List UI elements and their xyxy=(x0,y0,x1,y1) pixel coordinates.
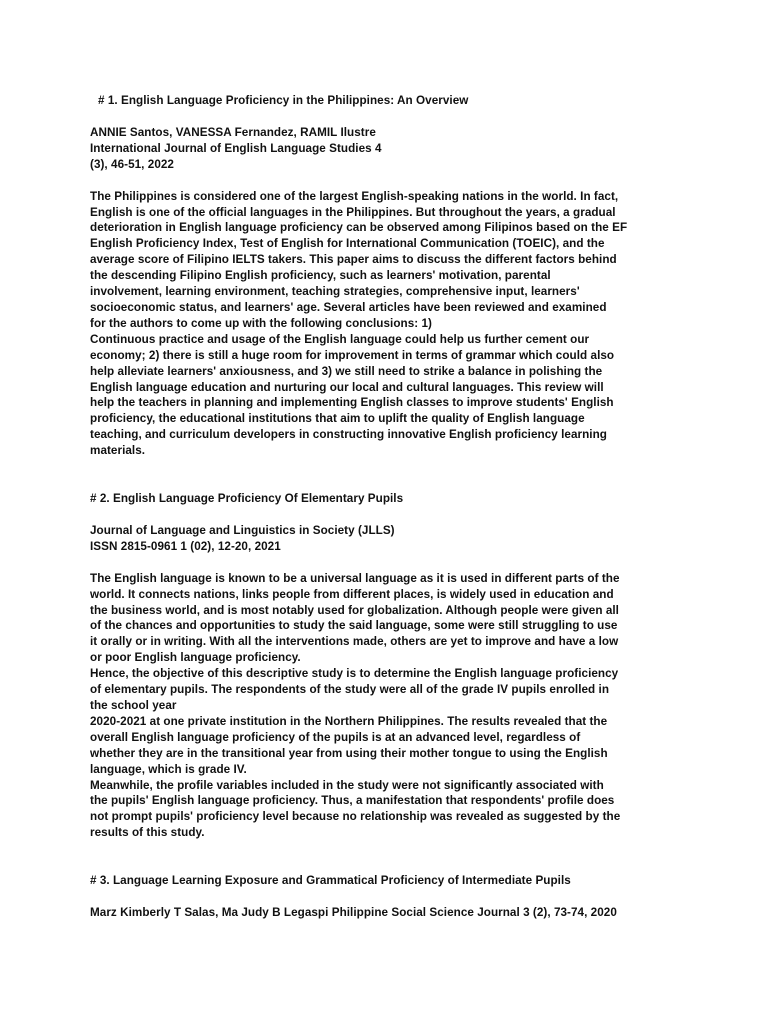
text-line: not prompt pupils' proficiency level because no relationship was revealed as suggested by the xyxy=(90,810,621,824)
text-line: help the teachers in planning and implementing English classes to improve students' English xyxy=(90,396,614,410)
text-line: for the authors to come up with the following conclusions: 1) xyxy=(90,316,432,330)
journal: Journal of Language and Linguistics in Society (JLLS) xyxy=(90,523,395,537)
text-line: of elementary pupils. The respondents of the study were all of the grade IV pupils enrolled in xyxy=(90,683,610,697)
text-line: language, which is grade IV. xyxy=(90,762,247,776)
article-2 xyxy=(90,491,682,841)
article-meta xyxy=(90,523,682,555)
text-line: deterioration in English language proficiency can be observed among Filipinos based on the EF xyxy=(90,221,628,235)
text-line: the descending Filipino English proficiency, such as learners' motivation, parental xyxy=(90,269,551,283)
abstract-paragraph xyxy=(90,714,682,778)
article-title: # 2. English Language Proficiency Of Elementary Pupils xyxy=(90,492,404,506)
text-line: English language education and nurturing our local and cultural languages. This review will xyxy=(90,380,604,394)
authors-and-journal: Marz Kimberly T Salas, Ma Judy B Legaspi Philippine Social Science Journal 3 (2), 73-74, 2020 xyxy=(90,906,617,920)
authors: ANNIE Santos, VANESSA Fernandez, RAMIL Ilustre xyxy=(90,125,376,139)
article-meta xyxy=(90,905,682,921)
text-line: materials. xyxy=(90,444,146,458)
abstract-paragraph xyxy=(90,571,682,666)
abstract-paragraph xyxy=(90,778,682,842)
abstract-paragraph xyxy=(90,666,682,714)
text-line: whether they are in the transitional year from using their mother tongue to using the English xyxy=(90,746,608,760)
text-line: proficiency, the educational institutions that aim to uplift the quality of English language xyxy=(90,412,585,426)
text-line: it orally or in writing. With all the interventions made, others are yet to improve and have a low xyxy=(90,635,619,649)
text-line: average score of Filipino IELTS takers. This paper aims to discuss the different factors behind xyxy=(90,253,617,267)
citation-details: ISSN 2815-0961 1 (02), 12-20, 2021 xyxy=(90,539,281,553)
article-title: # 1. English Language Proficiency in the Philippines: An Overview xyxy=(98,94,469,107)
text-line: involvement, learning environment, teaching strategies, comprehensive input, learners' xyxy=(90,285,580,299)
text-line: teaching, and curriculum developers in constructing innovative English proficiency learning xyxy=(90,428,607,442)
article-1 xyxy=(90,93,682,459)
text-line: the business world, and is most notably used for globalization. Although people were given all xyxy=(90,603,619,617)
text-line: Meanwhile, the profile variables included in the study were not significantly associated with xyxy=(90,778,604,792)
text-line: the school year xyxy=(90,699,177,712)
text-line: Hence, the objective of this descriptive study is to determine the English language proficiency xyxy=(90,667,619,681)
text-line: results of this study. xyxy=(90,826,205,840)
text-line: economy; 2) there is still a huge room for improvement in terms of grammar which could also xyxy=(90,348,615,362)
text-line: English Proficiency Index, Test of English for International Communication (TOEIC), and the xyxy=(90,237,605,251)
text-line: of the chances and opportunities to study the said language, some were still struggling to use xyxy=(90,619,618,633)
abstract xyxy=(90,189,682,459)
text-line: help alleviate learners' anxiousness, and 3) we still need to strike a balance in polishing the xyxy=(90,364,603,378)
text-line: world. It connects nations, links people from different places, is widely used in education and xyxy=(90,587,614,601)
text-line: overall English language proficiency of the pupils is at an advanced level, regardless of xyxy=(90,730,581,744)
article-3 xyxy=(90,873,682,921)
text-line: The English language is known to be a universal language as it is used in different parts of the xyxy=(90,571,620,585)
abstract-paragraph xyxy=(90,332,682,459)
text-line: the pupils' English language proficiency. Thus, a manifestation that respondents' profile does xyxy=(90,794,615,808)
text-line: socioeconomic status, and learners' age. Several articles have been reviewed and examined xyxy=(90,300,607,314)
text-line: or poor English language proficiency. xyxy=(90,651,301,665)
journal: International Journal of English Language Studies 4 xyxy=(90,141,382,155)
article-title: # 3. Language Learning Exposure and Grammatical Proficiency of Intermediate Pupils xyxy=(90,874,571,888)
citation-details: (3), 46-51, 2022 xyxy=(90,157,174,171)
text-line: Continuous practice and usage of the English language could help us further cement our xyxy=(90,332,590,346)
text-line: 2020-2021 at one private institution in the Northern Philippines. The results revealed that the xyxy=(90,714,608,728)
abstract xyxy=(90,571,682,841)
text-line: English is one of the official languages in the Philippines. But throughout the years, a gradual xyxy=(90,205,616,219)
article-meta xyxy=(90,125,682,173)
text-line: The Philippines is considered one of the largest English-speaking nations in the world. In fact, xyxy=(90,189,619,203)
abstract-paragraph xyxy=(90,189,682,332)
document-body xyxy=(90,93,682,921)
